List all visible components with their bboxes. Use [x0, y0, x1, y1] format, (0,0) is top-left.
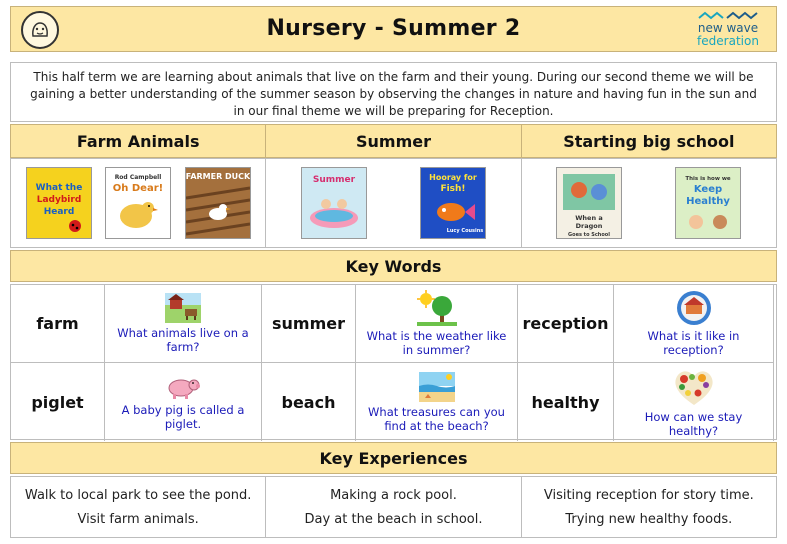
experience-item: Visit farm animals. — [77, 511, 199, 527]
svg-text:Heard: Heard — [43, 207, 75, 217]
farm-experiences — [11, 477, 266, 537]
waves-icon — [697, 11, 759, 21]
key-word-healthy: healthy — [531, 392, 600, 412]
sunny-tree-icon — [417, 290, 457, 326]
book-cover-keep-healthy — [675, 167, 741, 239]
key-word-cell — [11, 285, 105, 363]
farm-icon — [165, 293, 201, 323]
pig-icon — [165, 374, 201, 400]
key-word-cell — [11, 363, 105, 441]
experience-item: Day at the beach in school. — [304, 511, 483, 527]
svg-text:Goes to School: Goes to School — [568, 232, 611, 238]
key-word-cell — [518, 363, 614, 441]
book-cover-summer — [301, 167, 367, 239]
federation-name-line2: federation — [697, 34, 759, 48]
svg-text:Summer: Summer — [312, 175, 355, 185]
duck-icon — [186, 168, 250, 238]
key-word-farm: farm — [36, 314, 79, 333]
federation-name-line1: new wave — [697, 21, 759, 35]
svg-text:Lucy Cousins: Lucy Cousins — [446, 228, 484, 234]
federation-logo — [688, 11, 768, 48]
experience-item: Visiting reception for story time. — [543, 487, 754, 503]
intro-text: This half term we are learning about animals that live on the farm and their young. During our second theme we will be gaining a better understanding of the summer season by observing the changes in nature and having fun in the sun and in our final theme we will be preparing for Reception. — [10, 62, 777, 122]
theme-starting-big-school: Starting big school — [563, 131, 735, 151]
key-word-cell — [262, 363, 356, 441]
key-word-question-cell — [614, 363, 774, 441]
book-cover-dragon-school — [556, 167, 622, 239]
key-word-reception: reception — [522, 314, 609, 333]
key-word-summer: summer — [272, 314, 345, 333]
key-word-question: What is it like in reception? — [647, 329, 740, 357]
experience-item: Walk to local park to see the pond. — [24, 487, 252, 503]
key-word-question-cell — [614, 285, 774, 363]
healthy-food-heart-icon — [672, 367, 716, 407]
svg-text:Keep: Keep — [694, 184, 723, 195]
book-cover-oh-dear — [105, 167, 171, 239]
svg-text:Ladybird: Ladybird — [36, 195, 81, 205]
book-cover-farmer-duck — [185, 167, 251, 239]
experiences-row — [10, 476, 777, 538]
books-row — [10, 158, 777, 248]
hen-icon — [106, 168, 170, 238]
beach-icon — [419, 372, 455, 402]
theme-summer: Summer — [266, 125, 521, 157]
key-word-question: What animals live on a farm? — [117, 326, 249, 354]
svg-text:Healthy: Healthy — [686, 196, 731, 207]
key-experiences-header — [10, 442, 777, 474]
ladybird-icon — [27, 168, 91, 238]
themes-header-row — [10, 124, 777, 158]
summer-experiences — [266, 477, 521, 537]
big-school-books — [522, 159, 776, 247]
summer-books — [266, 159, 521, 247]
svg-text:Oh Dear!: Oh Dear! — [112, 183, 164, 194]
fish-icon — [421, 168, 485, 238]
key-word-cell — [518, 285, 614, 363]
dragon-icon — [557, 168, 621, 238]
paddling-pool-icon — [302, 168, 366, 238]
key-word-question: A baby pig is called a piglet. — [121, 402, 245, 431]
key-experiences-title: Key Experiences — [319, 448, 468, 468]
healthy-book-icon — [676, 168, 740, 238]
experience-item: Trying new healthy foods. — [565, 511, 733, 527]
key-words-title: Key Words — [345, 256, 442, 276]
svg-text:This is how we: This is how we — [685, 176, 732, 182]
key-words-header — [10, 250, 777, 282]
svg-text:Rod Campbell: Rod Campbell — [114, 174, 162, 181]
title-bar — [10, 6, 777, 52]
key-word-question: What is the weather like in summer? — [366, 329, 507, 357]
theme-farm-animals: Farm Animals — [11, 125, 266, 157]
key-word-question: What treasures can you find at the beach? — [368, 404, 505, 433]
book-cover-ladybird — [26, 167, 92, 239]
big-school-experiences — [522, 477, 776, 537]
svg-text:What the: What the — [35, 183, 83, 193]
key-word-question-cell — [105, 285, 262, 363]
svg-text:Dragon: Dragon — [575, 222, 603, 230]
key-word-question-cell — [356, 285, 518, 363]
svg-text:When a: When a — [575, 214, 603, 222]
farm-books — [11, 159, 266, 247]
school-badge-icon — [675, 290, 713, 326]
key-word-piglet: piglet — [31, 392, 84, 412]
experience-item: Making a rock pool. — [330, 487, 457, 503]
svg-text:Fish!: Fish! — [440, 184, 466, 194]
key-word-beach: beach — [281, 392, 336, 412]
svg-text:Hooray for: Hooray for — [429, 173, 477, 182]
svg-text:FARMER DUCK: FARMER DUCK — [185, 172, 250, 181]
key-word-cell — [262, 285, 356, 363]
key-word-question: How can we stay healthy? — [644, 409, 743, 438]
key-words-grid — [10, 284, 777, 440]
book-cover-hooray-for-fish — [420, 167, 486, 239]
page-title: Nursery - Summer 2 — [266, 16, 521, 41]
key-word-question-cell — [356, 363, 518, 441]
key-word-question-cell — [105, 363, 262, 441]
